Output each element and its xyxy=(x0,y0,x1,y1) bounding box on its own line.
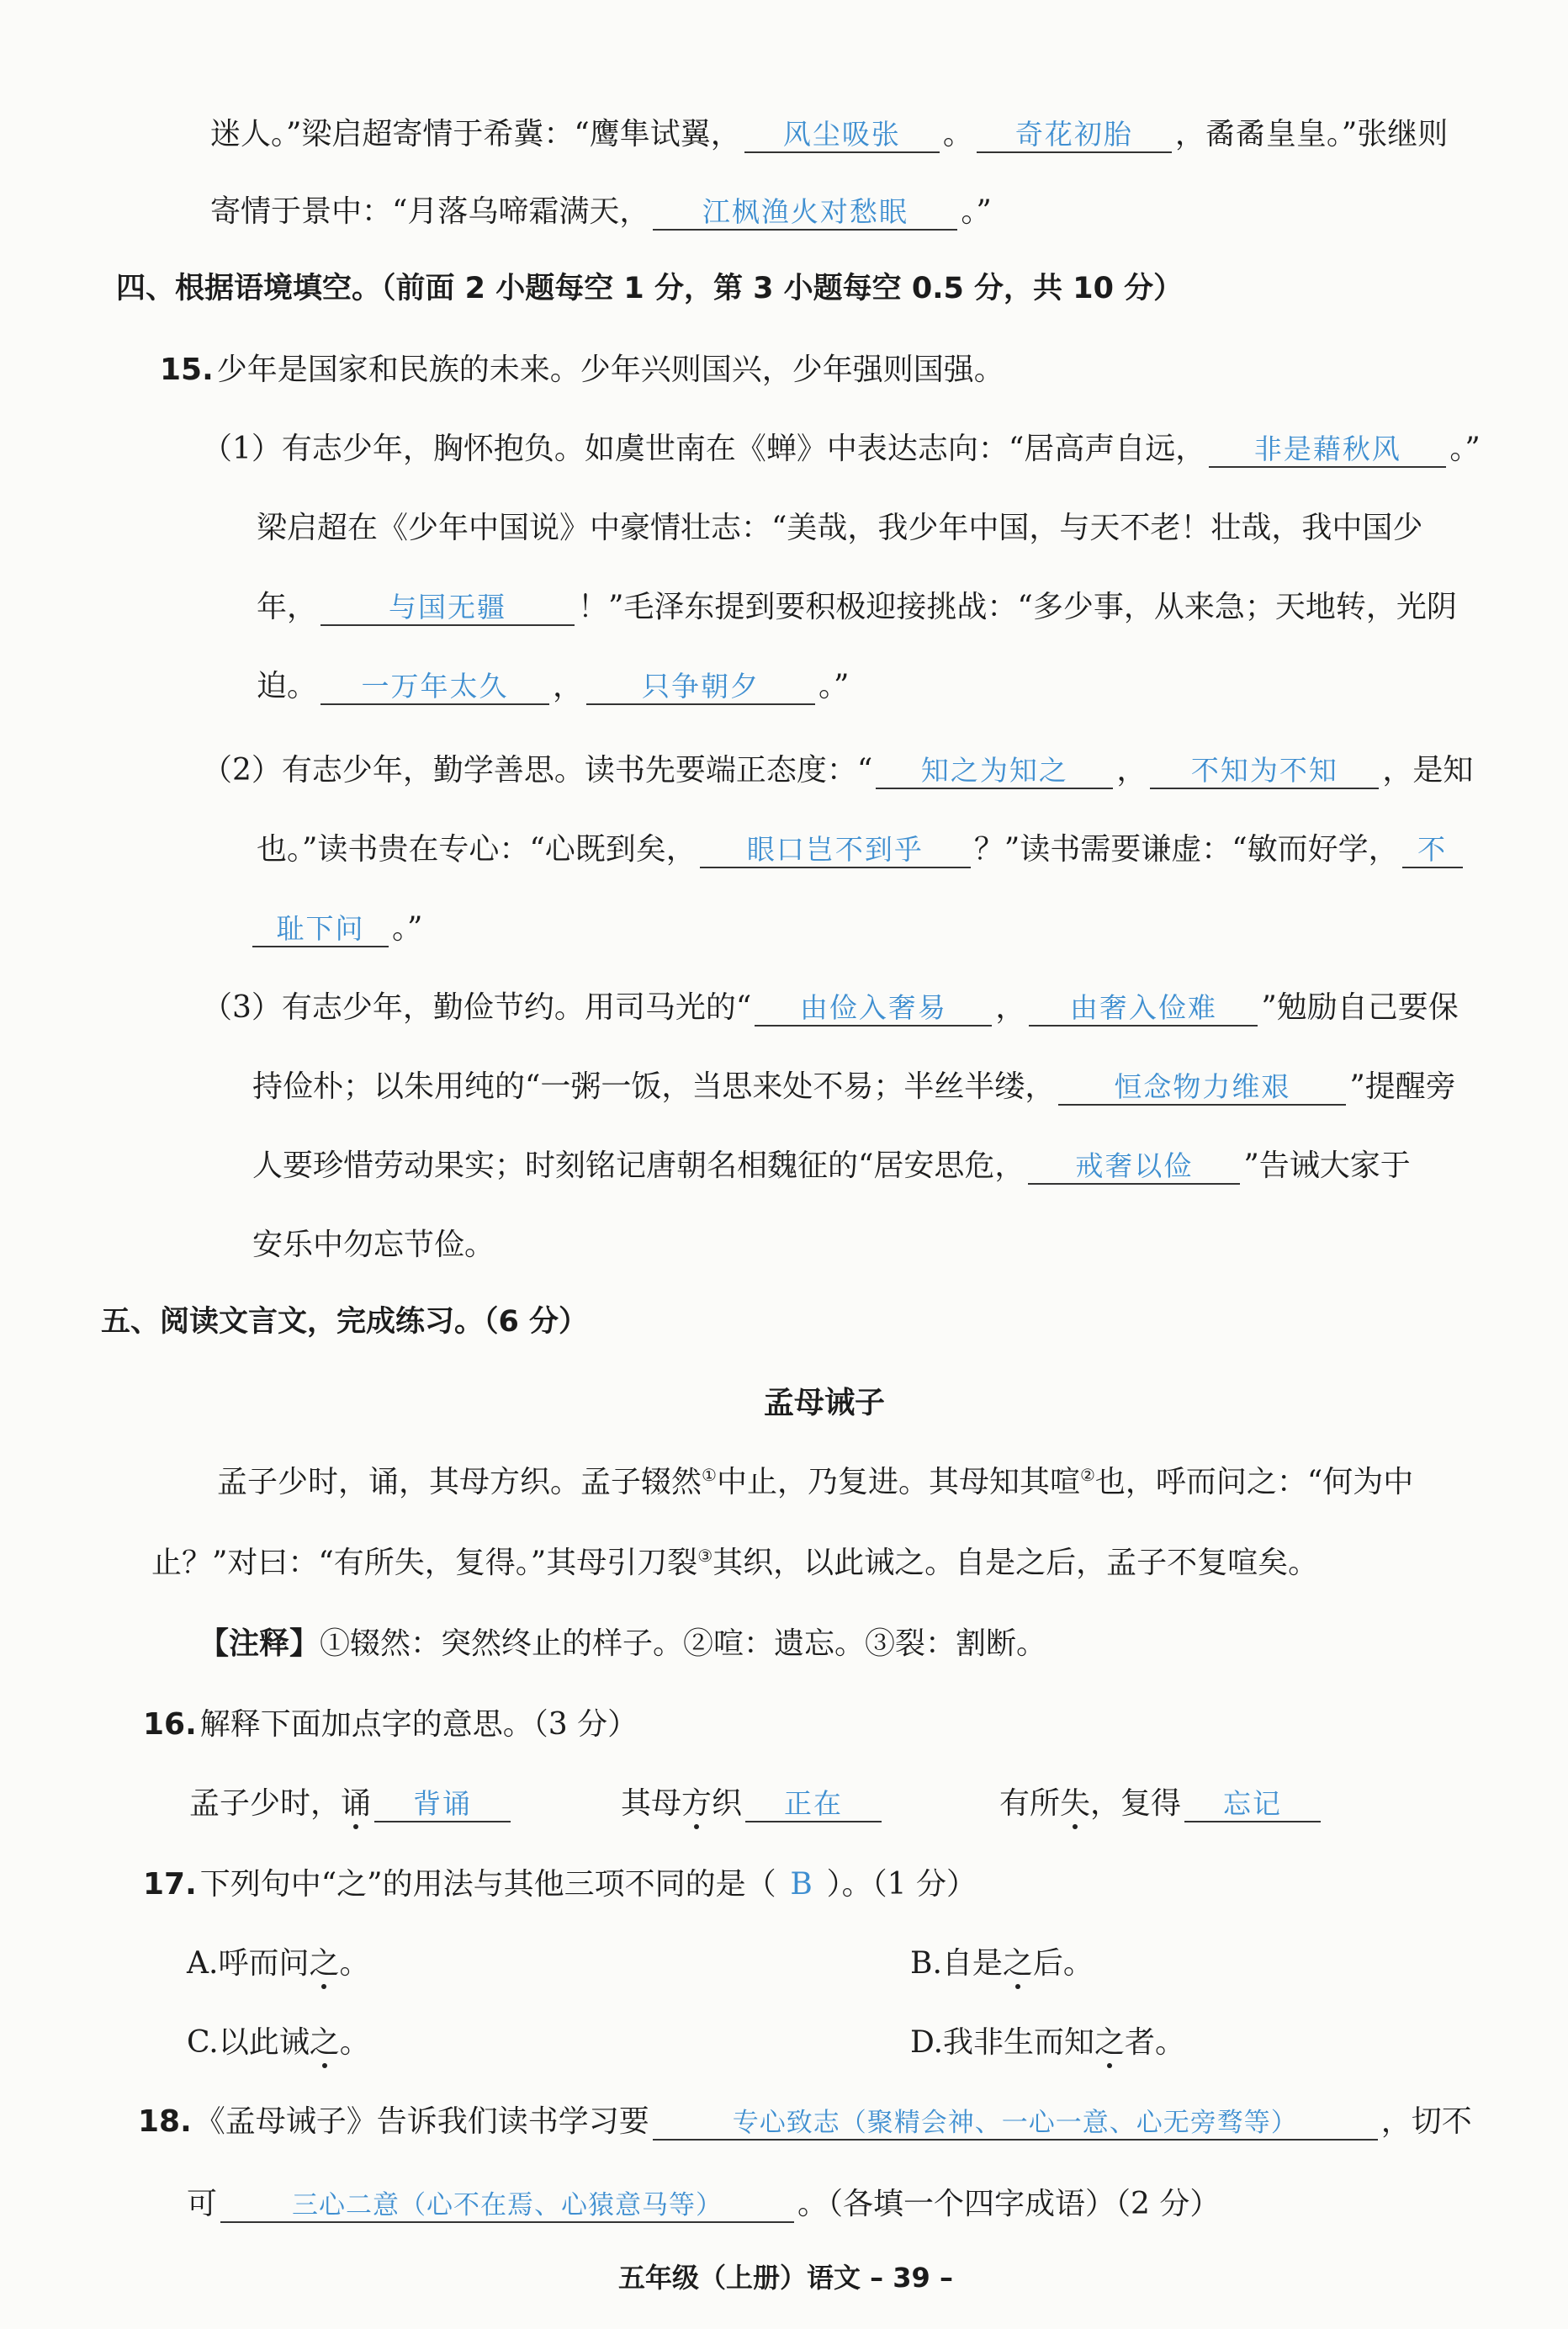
poem-line-1 xyxy=(210,118,1448,153)
text: ， xyxy=(995,990,1026,1025)
question-number: 17. xyxy=(143,1867,197,1902)
q15-part3-line2 xyxy=(252,1070,1456,1106)
answer-text: 耻下问 xyxy=(276,912,365,945)
text: 其母 xyxy=(621,1786,682,1821)
dotted-char: 之 xyxy=(309,2025,340,2060)
q17-option-c xyxy=(187,2026,370,2060)
poem-line-2 xyxy=(210,195,992,231)
answer-text: 眼口岂不到乎 xyxy=(746,833,924,866)
text: ”提醒旁 xyxy=(1349,1069,1456,1104)
choice-answer: B xyxy=(790,1867,813,1902)
dotted-char: 之 xyxy=(1094,2025,1126,2060)
answer-blank xyxy=(320,670,549,705)
answer-text: 奇花初胎 xyxy=(1014,118,1133,151)
text: 迫。 xyxy=(257,669,318,703)
text: 下列句中“之”的用法与其他三项不同的是（ xyxy=(199,1867,776,1902)
note-marker: ① xyxy=(702,1465,717,1485)
text: 。” xyxy=(1449,432,1481,466)
dotted-char: 之 xyxy=(309,1946,340,1981)
q17-option-a xyxy=(187,1947,369,1981)
text: 寄情于景中：“月落乌啼霜满天， xyxy=(210,194,650,229)
text: 人要珍惜劳动果实；时刻铭记唐朝名相魏征的“居安思危， xyxy=(252,1149,1025,1183)
q16-item-1 xyxy=(189,1787,514,1822)
answer-blank xyxy=(320,591,575,626)
answer-blank xyxy=(1028,1149,1240,1185)
question-16-stem xyxy=(143,1708,638,1742)
answer-text: 正在 xyxy=(784,1787,844,1820)
text: 有所 xyxy=(999,1786,1061,1821)
text: 孟子少时，诵，其母方织。孟子辍然 xyxy=(217,1465,702,1499)
q15-part3-line3 xyxy=(252,1149,1411,1185)
answer-blank xyxy=(700,833,971,868)
answer-text: 由奢入俭难 xyxy=(1069,991,1217,1024)
question-number: 16. xyxy=(143,1707,197,1742)
dotted-char: 之 xyxy=(1002,1946,1033,1981)
answer-text: 忘记 xyxy=(1223,1787,1283,1820)
q15-part2-line1 xyxy=(202,754,1473,789)
text: 中止，乃复进。其母知其喧 xyxy=(716,1465,1080,1499)
answer-text: 戒奢以俭 xyxy=(1075,1149,1194,1182)
answer-text: 三心二意（心不在焉、心猿意马等） xyxy=(292,2190,723,2220)
section-4-heading: 四、根据语境填空。（前面 2 小题每空 1 分，第 3 小题每空 0.5 分，共 10 分） xyxy=(116,272,1184,305)
answer-text: 与国无疆 xyxy=(389,591,507,623)
answer-blank xyxy=(744,118,940,153)
text: ！”毛泽东提到要积极迎接挑战：“多少事，从来急；天地转，光阴 xyxy=(578,590,1457,624)
text: 《孟母诫子》告诉我们读书学习要 xyxy=(194,2104,649,2139)
text: 持俭朴；以朱用纯的“一粥一饭，当思来处不易；半丝半缕， xyxy=(252,1069,1056,1104)
answer-text: 风尘吸张 xyxy=(782,118,901,151)
q15-part1-line4 xyxy=(257,670,849,705)
answer-blank xyxy=(653,195,957,231)
text: ，是知 xyxy=(1382,753,1474,788)
note-marker: ③ xyxy=(697,1546,713,1566)
answer-text: 知之为知之 xyxy=(920,754,1068,787)
notes-text: ①辍然：突然终止的样子。②喧：遗忘。③裂：割断。 xyxy=(320,1626,1047,1661)
text: A.呼而问 xyxy=(187,1946,310,1981)
answer-text: 由俭入奢易 xyxy=(799,991,947,1024)
q15-part3-line1 xyxy=(202,991,1459,1027)
text: ？”读书需要谦虚：“敏而好学， xyxy=(973,832,1399,867)
text: 。 xyxy=(339,1946,370,1981)
text: 。” xyxy=(961,194,992,229)
text: 也，呼而问之：“何为中 xyxy=(1094,1465,1414,1499)
question-15-stem xyxy=(160,353,1004,387)
answer-text: 不 xyxy=(1417,833,1448,866)
q17-option-b xyxy=(910,1947,1094,1981)
answer-blank xyxy=(977,118,1172,153)
text: 解释下面加点字的意思。（3 分） xyxy=(199,1707,638,1742)
answer-blank xyxy=(1209,432,1446,468)
text: ，矞矞皇皇。”张继则 xyxy=(1174,117,1449,151)
text: 也。”读书贵在专心：“心既到矣， xyxy=(257,832,697,867)
q15-part2-line2 xyxy=(257,833,1466,868)
dotted-char: 方 xyxy=(681,1786,712,1821)
answer-blank xyxy=(745,1787,882,1822)
question-17-stem xyxy=(143,1868,977,1902)
answer-text: 恒念物力维艰 xyxy=(1114,1070,1291,1103)
q16-item-3 xyxy=(999,1787,1324,1822)
text: （2）有志少年，勤学善思。读书先要端正态度：“ xyxy=(202,753,873,788)
text: B.自是 xyxy=(910,1946,1003,1981)
question-number: 15. xyxy=(160,353,214,387)
dotted-char: 诵 xyxy=(341,1786,372,1821)
answer-blank xyxy=(1058,1070,1346,1106)
text: ）。（1 分） xyxy=(826,1867,977,1902)
passage-notes xyxy=(199,1627,1046,1661)
text: ”告诫大家于 xyxy=(1243,1149,1411,1183)
answer-text: 背诵 xyxy=(413,1787,473,1820)
dotted-char: 失 xyxy=(1060,1786,1091,1821)
answer-blank xyxy=(252,912,389,947)
notes-heading: 【注释】 xyxy=(199,1626,320,1661)
text: 。” xyxy=(818,669,850,703)
answer-text: 只争朝夕 xyxy=(642,670,760,703)
answer-text: 专心致志（聚精会神、一心一意、心无旁骛等） xyxy=(732,2108,1298,2138)
text: 少年是国家和民族的未来。少年兴则国兴，少年强则国强。 xyxy=(216,353,1004,387)
text: 后。 xyxy=(1032,1946,1094,1981)
q15-part1-line2: 梁启超在《少年中国说》中豪情壮志：“美哉，我少年中国，与天不老！壮哉，我中国少 xyxy=(257,511,1423,545)
section-5-heading: 五、阅读文言文，完成练习。（6 分） xyxy=(101,1305,589,1339)
text: 织 xyxy=(712,1786,743,1821)
answer-blank xyxy=(1150,754,1379,789)
answer-text: 江枫渔火对愁眠 xyxy=(702,195,908,228)
text: ， xyxy=(1116,753,1147,788)
text: （3）有志少年，勤俭节约。用司马光的“ xyxy=(202,990,752,1025)
answer-text: 一万年太久 xyxy=(361,670,509,703)
text: 者。 xyxy=(1125,2025,1186,2060)
answer-blank xyxy=(1402,833,1463,868)
note-marker: ② xyxy=(1079,1465,1095,1485)
q16-item-2 xyxy=(621,1787,885,1822)
text: 。（各填一个四字成语）（2 分） xyxy=(797,2187,1221,2221)
q15-part2-line3 xyxy=(252,912,422,947)
passage-line-2 xyxy=(151,1546,1318,1580)
text: D.我非生而知 xyxy=(910,2025,1095,2060)
text: 年， xyxy=(257,590,318,624)
answer-blank xyxy=(755,991,992,1027)
text: 。” xyxy=(392,911,423,946)
text: ”勉励自己要保 xyxy=(1261,990,1459,1025)
text: 止？”对曰：“有所失，复得。”其母引刀裂 xyxy=(151,1546,698,1580)
text: （1）有志少年，胸怀抱负。如虞世南在《蝉》中表达志向：“居高声自远， xyxy=(202,432,1206,466)
text: ，复得 xyxy=(1090,1786,1182,1821)
text: ， xyxy=(553,669,584,703)
answer-blank xyxy=(220,2188,794,2223)
answer-blank xyxy=(374,1787,511,1822)
q15-part1-line3 xyxy=(257,591,1457,626)
answer-blank xyxy=(1184,1787,1321,1822)
text: 其织，以此诫之。自是之后，孟子不复喧矣。 xyxy=(712,1546,1319,1580)
text: 迷人。”梁启超寄情于希冀：“鹰隼试翼， xyxy=(210,117,741,151)
question-number: 18. xyxy=(138,2104,192,2139)
answer-text: 非是藉秋风 xyxy=(1253,432,1401,465)
q17-option-d xyxy=(910,2026,1185,2060)
text: C.以此诫 xyxy=(187,2025,310,2060)
answer-blank xyxy=(653,2105,1378,2141)
text: 。 xyxy=(942,117,973,151)
answer-blank xyxy=(586,670,815,705)
question-18-line-1 xyxy=(138,2105,1472,2141)
text: ，切不 xyxy=(1380,2104,1472,2139)
q15-part1-line1 xyxy=(202,432,1481,468)
q15-part3-line4: 安乐中勿忘节俭。 xyxy=(252,1228,495,1262)
page-footer: 五年级（上册）语文 – 39 – xyxy=(618,2262,953,2294)
text: 孟子少时， xyxy=(189,1786,342,1821)
answer-text: 不知为不知 xyxy=(1190,754,1338,787)
answer-blank xyxy=(876,754,1113,789)
passage-title: 孟母诫子 xyxy=(764,1386,886,1420)
text: 。 xyxy=(339,2025,370,2060)
question-18-line-2 xyxy=(187,2188,1220,2223)
text: 可 xyxy=(187,2187,218,2221)
passage-line-1 xyxy=(217,1466,1413,1499)
answer-blank xyxy=(1029,991,1258,1027)
